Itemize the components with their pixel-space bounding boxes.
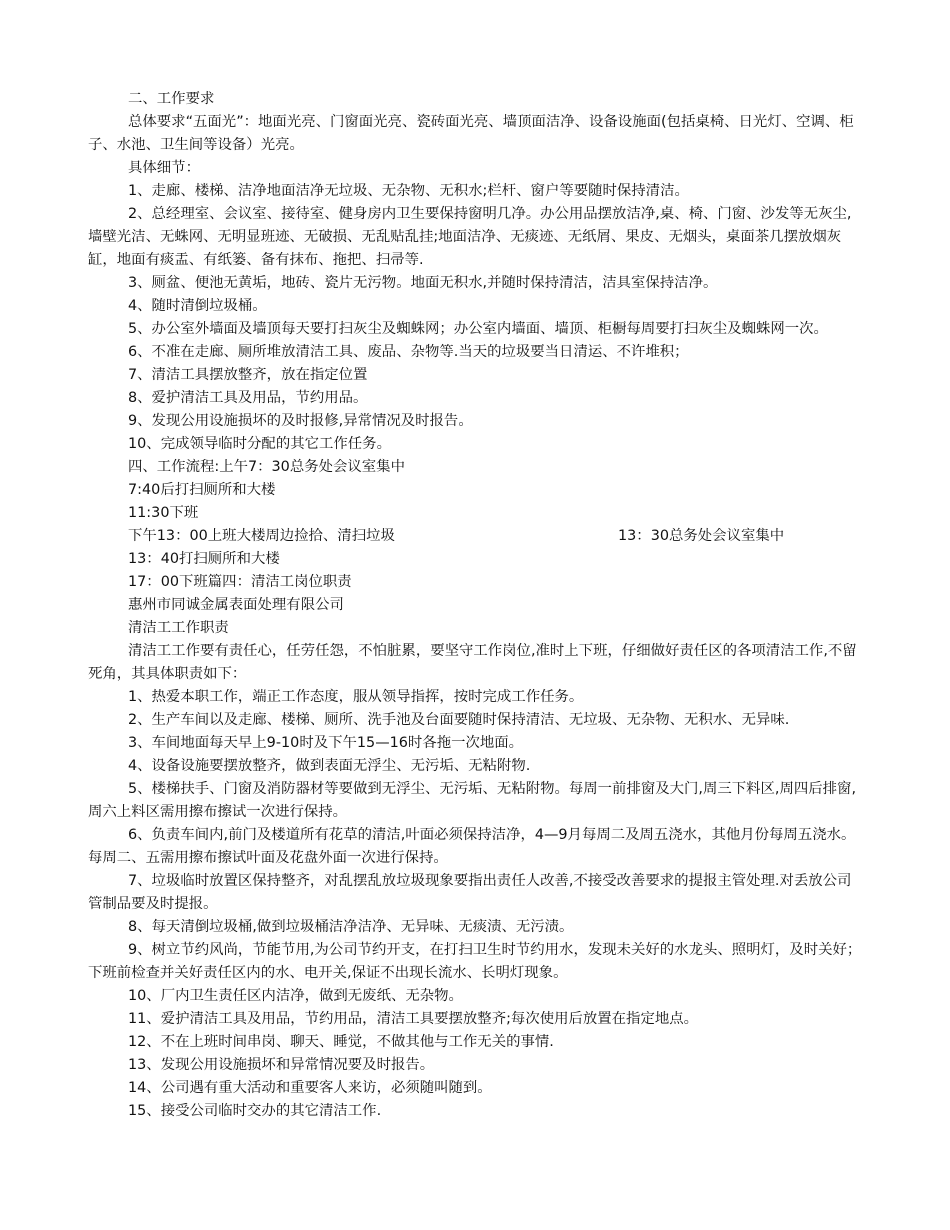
duty-item: 2、生产车间以及走廊、楼梯、厕所、洗手池及台面要随时保持清洁、无垃圾、无杂物、无积水、无异味. xyxy=(128,712,790,728)
workflow-line: 13：40打扫厕所和大楼 xyxy=(128,551,280,567)
workflow-afternoon-row xyxy=(88,525,863,548)
duty-item: 11、爱护清洁工具及用品，节约用品，清洁工具要摆放整齐;每次使用后放置在指定地点。 xyxy=(128,1011,699,1027)
requirement-item: 5、办公室外墙面及墙顶每天要打扫灰尘及蜘蛛网；办公室内墙面、墙顶、柜橱每周要打扫灰尘及蜘蛛网一次。 xyxy=(128,321,828,337)
requirement-item: 10、完成领导临时分配的其它工作任务。 xyxy=(128,436,391,452)
duty-item: 13、发现公用设施损坏和异常情况要及时报告。 xyxy=(128,1057,435,1073)
duty-item: 8、每天清倒垃圾桶,做到垃圾桶洁净洁净、无异味、无痰渍、无污渍。 xyxy=(128,919,574,935)
workflow-line: 下午13：00上班大楼周边捡拾、清扫垃圾 xyxy=(128,528,395,544)
details-title: 具体细节： xyxy=(128,160,200,176)
duty-item: 6、负责车间内,前门及楼道所有花草的清洁,叶面必须保持洁净，4—9月每周二及周五浇水，其他月份每周五浇水。每周二、五需用擦布擦试叶面及花盘外面一次进行保持。 xyxy=(88,827,856,866)
duty-item: 10、厂内卫生责任区内洁净，做到无废纸、无杂物。 xyxy=(128,988,463,1004)
requirement-item: 1、走廊、楼梯、洁净地面洁净无垃圾、无杂物、无积水;栏杆、窗户等要随时保持清洁。 xyxy=(128,183,689,199)
requirement-item: 8、爱护清洁工具及用品，节约用品。 xyxy=(128,390,368,406)
duty-title: 清洁工工作职责 xyxy=(128,620,229,636)
requirement-item: 3、厕盆、便池无黄垢，地砖、瓷片无污物。地面无积水,并随时保持清洁，洁具室保持洁净。 xyxy=(128,275,718,291)
duty-item: 15、接受公司临时交办的其它清洁工作. xyxy=(128,1103,382,1119)
requirement-item: 9、发现公用设施损坏的及时报修,异常情况及时报告。 xyxy=(128,413,473,429)
duty-item: 5、楼梯扶手、门窗及消防器材等要做到无浮尘、无污垢、无粘附物。每周一前排窗及大门,周三下料区,周四后排窗,周六上料区需用擦布擦试一次进行保持。 xyxy=(88,781,857,820)
workflow-line: 7:40后打扫厕所和大楼 xyxy=(128,482,276,498)
duty-item: 7、垃圾临时放置区保持整齐，对乱摆乱放垃圾现象要指出责任人改善,不接受改善要求的提报主管处理.对丢放公司管制品要及时提报。 xyxy=(88,873,852,912)
section-heading: 二、工作要求 xyxy=(128,91,215,107)
company-name: 惠州市同诚金属表面处理有限公司 xyxy=(128,597,344,613)
overall-requirement: 总体要求“五面光”：地面光亮、门窗面光亮、瓷砖面光亮、墙顶面洁净、设备设施面(包括桌椅、日光灯、空调、柜子、水池、卫生间等设备）光亮。 xyxy=(88,114,854,153)
requirement-item: 6、不准在走廊、厕所堆放清洁工具、废品、杂物等.当天的垃圾要当日清运、不许堆积； xyxy=(128,344,689,360)
duty-item: 12、不在上班时间串岗、聊天、睡觉，不做其他与工作无关的事情. xyxy=(128,1034,554,1050)
workflow-line: 四、工作流程:上午7：30总务处会议室集中 xyxy=(128,459,405,475)
workflow-line: 11:30下班 xyxy=(128,505,199,521)
requirement-item: 2、总经理室、会议室、接待室、健身房内卫生要保持窗明几净。办公用品摆放洁净,桌、椅、门窗、沙发等无灰尘,墙壁光洁、无蛛网、无明显班迹、无破损、无乱贴乱挂;地面洁净、无痰迹、无纸屑、果皮、无烟头，桌面茶几摆放烟灰缸，地面有痰盂、有纸篓、备有抹布、拖把、扫帚等. xyxy=(88,206,852,268)
workflow-line: 13：30总务处会议室集中 xyxy=(618,528,785,544)
duty-item: 1、热爱本职工作，端正工作态度，服从领导指挥，按时完成工作任务。 xyxy=(128,689,584,705)
duty-item: 3、车间地面每天早上9-10时及下午15—16时各拖一次地面。 xyxy=(128,735,524,751)
requirement-item: 7、清洁工具摆放整齐，放在指定位置 xyxy=(128,367,368,383)
duty-item: 4、设备设施要摆放整齐，做到表面无浮尘、无污垢、无粘附物. xyxy=(128,758,531,774)
duty-item: 9、树立节约风尚，节能节用,为公司节约开支，在打扫卫生时节约用水，发现未关好的水龙头、照明灯，及时关好；下班前检查并关好责任区内的水、电开关,保证不出现长流水、长明灯现象。 xyxy=(88,942,862,981)
duty-intro: 清洁工工作要有责任心，任劳任怨，不怕脏累，要坚守工作岗位,准时上下班，仔细做好责任区的各项清洁工作,不留死角，其具体职责如下： xyxy=(88,643,857,682)
document-page xyxy=(88,88,863,1123)
requirement-item: 4、随时清倒垃圾桶。 xyxy=(128,298,267,314)
duty-item: 14、公司遇有重大活动和重要客人来访，必须随叫随到。 xyxy=(128,1080,492,1096)
workflow-line: 17：00下班篇四：清洁工岗位职责 xyxy=(128,574,352,590)
